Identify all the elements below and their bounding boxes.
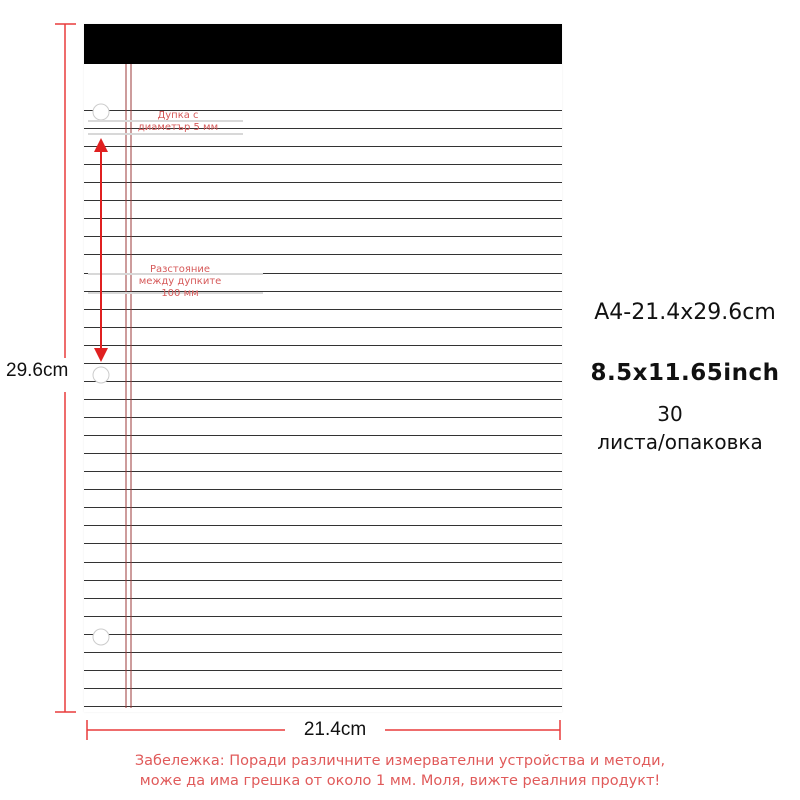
hole-spacing-callout xyxy=(128,264,232,300)
callout-line: Дупка с xyxy=(157,110,199,121)
callout-line: диаметър 5 мм xyxy=(137,122,219,133)
callout-line: Разстояние xyxy=(149,264,211,275)
width-label: 21.4cm xyxy=(303,719,367,740)
ruled-lines xyxy=(84,111,562,707)
punch-hole-icon xyxy=(93,104,109,120)
callout-line: между дупките xyxy=(138,276,222,287)
punch-hole-icon xyxy=(93,629,109,645)
size-cm-label: A4-21.4x29.6cm xyxy=(594,300,776,325)
note-line-2: може да има грешка от около 1 мм. Моля, вижте реалния продукт! xyxy=(139,773,661,789)
callout-line: 100 мм xyxy=(161,288,199,299)
arrow-up-icon xyxy=(94,138,108,152)
sheet-count-unit: листа/опаковка xyxy=(597,430,763,454)
punch-hole-icon xyxy=(93,367,109,383)
height-label: 29.6cm xyxy=(6,360,69,381)
arrow-down-icon xyxy=(94,348,108,362)
hole-diameter-callout xyxy=(118,110,238,134)
note-line-1: Забележка: Поради различните измервателни устройства и методи, xyxy=(134,753,666,769)
size-inch-label: 8.5x11.65inch xyxy=(590,360,780,386)
sheet-count: 30 xyxy=(657,402,683,426)
